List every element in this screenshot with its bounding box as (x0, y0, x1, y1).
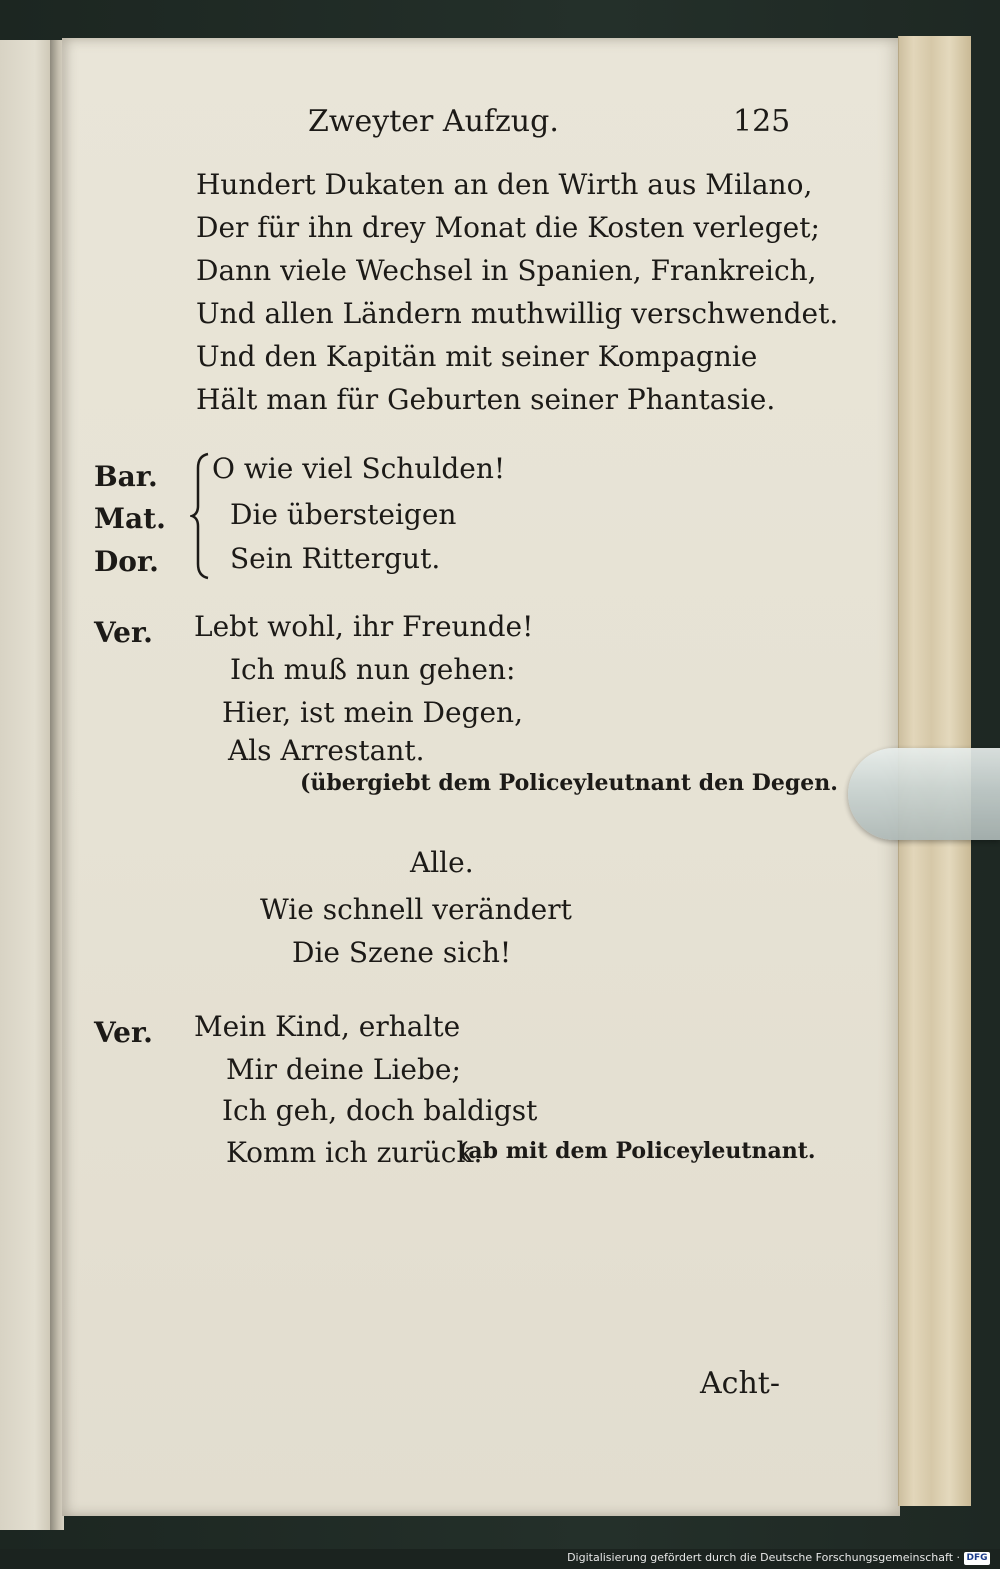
verse-line: Die Szene sich! (292, 936, 512, 969)
verse-line: Die übersteigen (230, 498, 457, 531)
speaker-label: Ver. (94, 616, 153, 649)
speaker-label: Dor. (94, 545, 159, 578)
verse-line: Wie schnell verändert (260, 893, 572, 926)
verse-line: O wie viel Schulden! (212, 452, 506, 485)
speaker-heading: Alle. (410, 846, 474, 879)
speaker-label: Mat. (94, 502, 166, 535)
speaker-label: Bar. (94, 460, 158, 493)
verse-line: Als Arrestant. (228, 734, 425, 767)
verse-line: Der für ihn drey Monat die Kosten verleget; (196, 211, 820, 244)
left-page-edge (0, 40, 52, 1530)
verse-line: Mir deine Liebe; (226, 1053, 461, 1086)
page-clip (848, 748, 1000, 840)
verse-line: Hält man für Geburten seiner Phantasie. (196, 383, 776, 416)
stage-direction: (ab mit dem Policeyleutnant. (458, 1138, 816, 1164)
verse-line: Ich geh, doch baldigst (222, 1094, 538, 1127)
verse-line: Dann viele Wechsel in Spanien, Frankreich, (196, 254, 817, 287)
speaker-label: Ver. (94, 1016, 153, 1049)
curly-brace (190, 452, 212, 580)
catchword: Acht- (700, 1366, 780, 1401)
verse-line: Lebt wohl, ihr Freunde! (194, 610, 534, 643)
page-number: 125 (733, 104, 791, 139)
verse-line: Hundert Dukaten an den Wirth aus Milano, (196, 168, 813, 201)
verse-line: Sein Rittergut. (230, 542, 441, 575)
verse-line: Hier, ist mein Degen, (222, 696, 523, 729)
verse-line: Ich muß nun gehen: (230, 653, 516, 686)
verse-line: Und den Kapitän mit seiner Kompagnie (196, 340, 758, 373)
running-title: Zweyter Aufzug. (308, 104, 559, 139)
footer-credit: Digitalisierung gefördert durch die Deutsche Forschungsgemeinschaft · (567, 1551, 960, 1564)
verse-line: Mein Kind, erhalte (194, 1010, 461, 1043)
stage-direction: (übergiebt dem Policeyleutnant den Degen. (300, 770, 838, 796)
verse-line: Und allen Ländern muthwillig verschwendet. (196, 297, 839, 330)
verse-line: Komm ich zurück. (226, 1136, 483, 1169)
dfg-logo: DFG (964, 1552, 990, 1565)
